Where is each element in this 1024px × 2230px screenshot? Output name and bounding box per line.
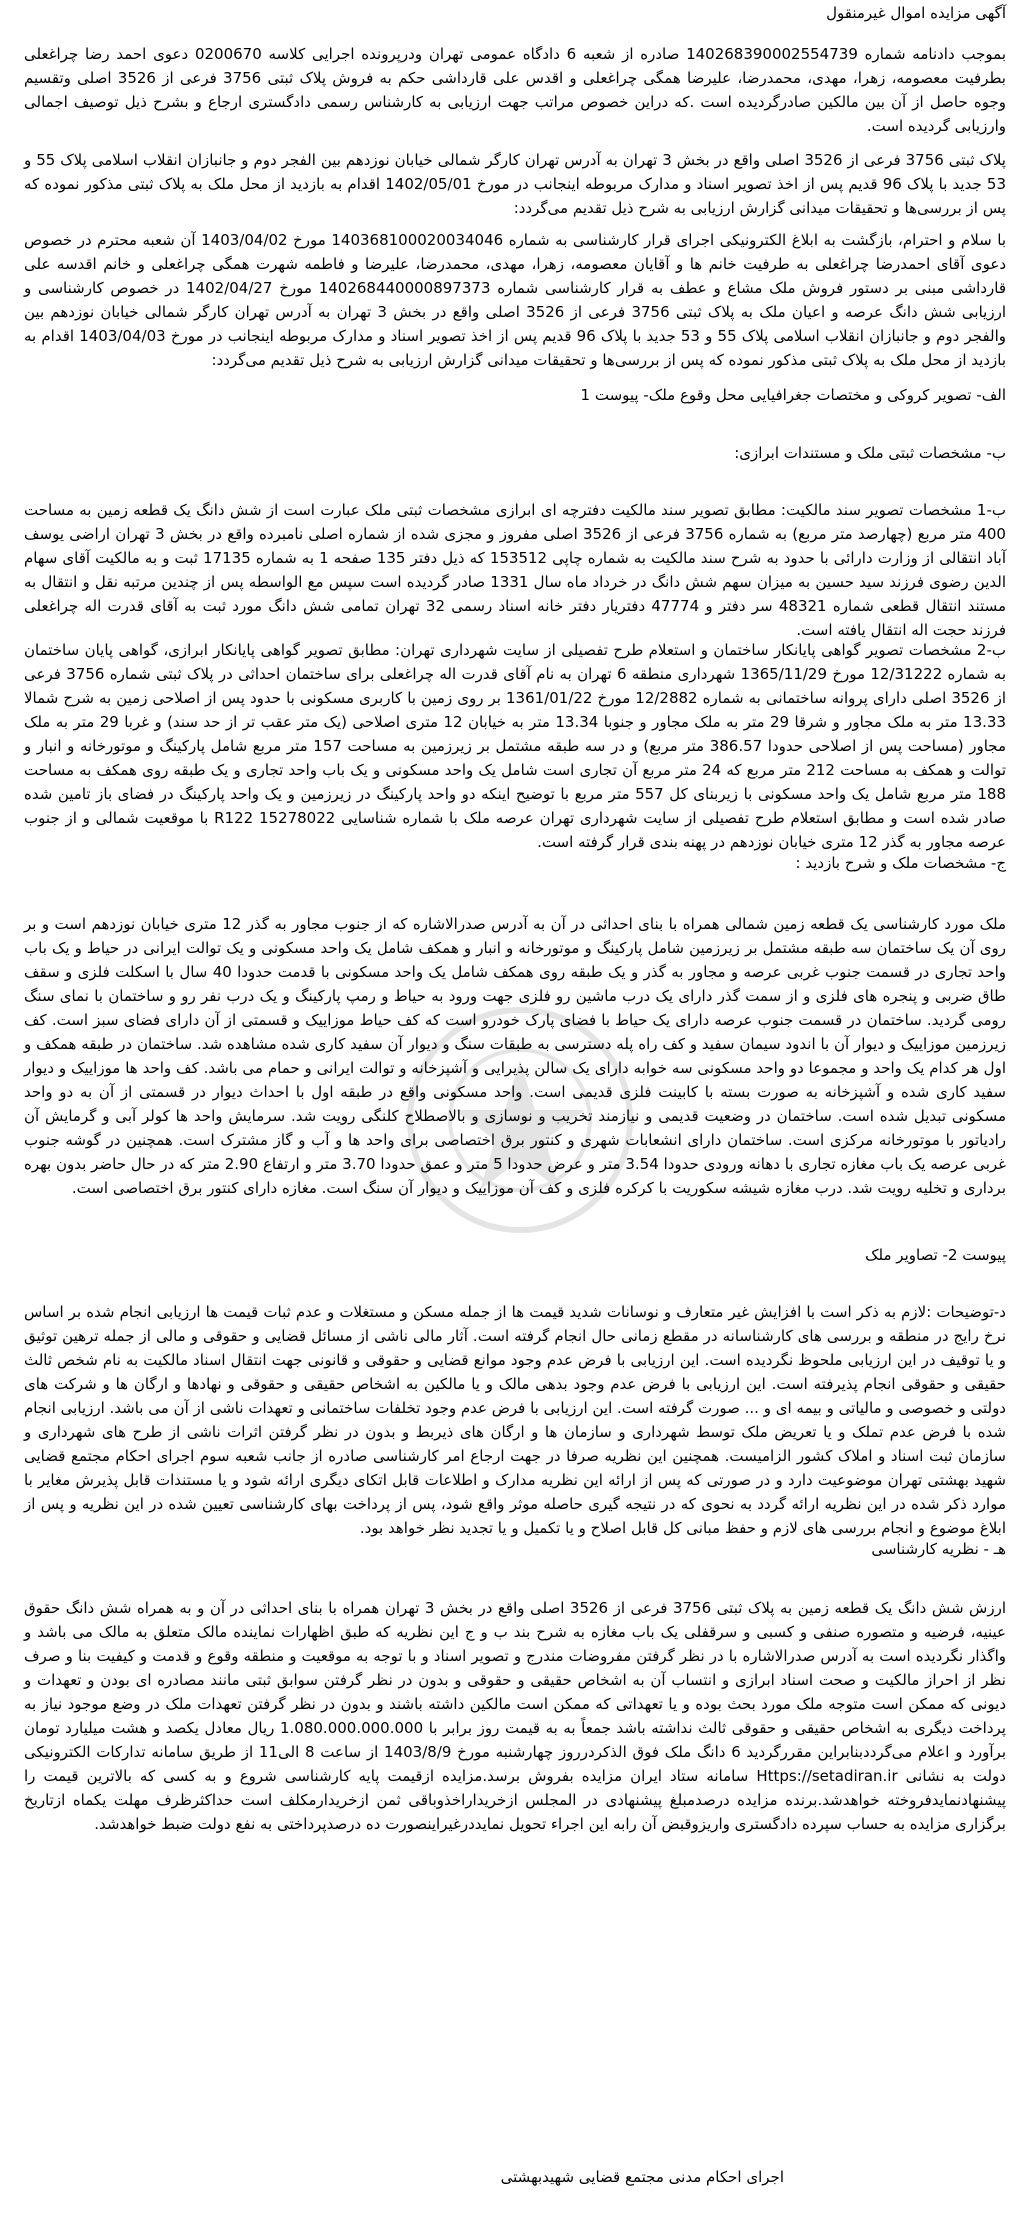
attachment-2-heading: پیوست 2- تصاویر ملک [865,1246,1006,1264]
section-b1-paragraph: ب-1 مشخصات تصویر سند مالکیت: مطابق تصویر سند مالکیت دفترچه ای ابرازی مشخصات ثبتی ملک عبارت است از شش دانگ یک قطعه زمین به مساحت 400 متر مربع (چهارصد متر مربع) به شماره 3756 فرعی از 3526 اصلی مفروز و مجزی شده از شماره اصلی نامبرده واقع در بخش 3 تهران اراضی یوسف آباد انتقالی از وزارت دارائی با حدود به شرح سند مالکیت به شماره چاپی 153512 که ذیل دفتر 135 صفحه 1 به شماره 17135 ثبت و به مالکیت آقای سهام الدین رضوی فرزند سید حسین به میزان سهم شش دانگ در خرداد ماه سال 1331 صادر گردیده است سپس مع الواسطه پس از چندین مرتبه نقل و انتقال به مستند انتقال قطعی شماره 48321 سر دفتر و 47774 دفتریار دفتر خانه اسناد رسمی 32 تهران تمامی شش دانگ مورد ثبت به آقای قدرت اله چراغعلی فرزند حجت اله انتقال یافته است. [24,501,1007,639]
notice-title: آگهی مزایده اموال غیرمنقول [826,4,1006,22]
section-c-paragraph: ملک مورد کارشناسی یک قطعه زمین شمالی همراه با بنای احداثی در آن به آدرس صدرالاشاره که از جنوب مجاور به گذر 12 متری خیابان نوزدهم است و بر روی آن یک ساختمان سه طبقه مشتمل بر زیرزمین شامل پارکینگ و موتورخانه و انبار و همکف شامل یک واحد مسکونی و یک توالت ایرانی در حیاط و یک باب واحد تجاری در قسمت جنوب غربی عرصه و مجاور به گذر و یک طبقه روی همکف شامل یک واحد مسکونی با قدمت حدودا 40 سال با اسکلت فلزی و سقف طاق ضربی و پنجره های فلزی و از سمت گذر دارای یک درب ماشین رو فلزی جهت ورود به حیاط و رمپ پارکینگ و یک درب نفر رو و ساختمان با نمای سنگ رومی گردید. ساختمان در قسمت جنوب عرصه دارای یک حیاط با فضای پارک خودرو است که کف حیاط موزاییک و قسمتی از آن دارای فضای سبز است. کف زیرزمین موزاییک و دیوار آن با اندود سیمان سفید و کف راه پله دسترسی به طبقات سنگ و دیوار آن سفید کاری شده مشاهده شد. ساختمان در طبقه همکف و اول هر کدام یک واحد و مجموعا دو واحد مسکونی سه خوابه دارای یک سالن پذیرایی و آشپزخانه و توالت ایرانی و حمام می باشد. کف واحد ها موزاییک و دیوار سفید کاری شده و آشپزخانه به صورت بسته با کابینت فلزی قدیمی است. واحد مسکونی واقع در طبقه اول با احداث دیوار در قسمتی از آن به دو واحد مسکونی تبدیل شده است. ساختمان در وضعیت قدیمی و نیازمند تخریب و نوسازی و بالاصطلاح کلنگی رویت شد. سرمایش واحد ها کولر آبی و گرمایش آن رادیاتور با موتورخانه مرکزی است. ساختمان دارای انشعابات شهری و کنتور برق اختصاصی برای واحد ها و آب و گاز مشترک است. همچنین در گوشه جنوب غربی عرصه یک باب مغازه تجاری با دهانه ورودی حدودا 3.54 متر و عرض حدودا 5 متر و عمق حدودا 3.70 متر و ارتفاع 2.90 متر که در حال حاضر بدون بهره برداری و تخلیه رویت شد. درب مغازه شیشه سکوریت با کرکره فلزی و کف آن موزاییک و دیوار آن سنگ است. مغازه دارای کنتور برق اختصاصی است. [24,915,1006,1197]
intro-paragraph: بموجب دادنامه شماره 140268390002554739 صادره از شعبه 6 دادگاه عمومی تهران ودرپرونده اجرایی کلاسه 0200670 دعوی احمد رضا چراغعلی بطرفیت معصومه، زهرا، مهدی، محمدرضا، علیرضا همگی چراغعلی و اقدس علی قارداشی حکم به فروش پلاک ثبتی 3756 فرعی از 3526 اصلی وتقسیم وجوه حاصل از آن بین مالکین صادرگردیده است .که دراین خصوص مراتب جهت ارزیابی به کارشناس رسمی دادگستری ارجاع و بشرح ذیل توصیف اجمالی وارزیابی گردیده است. [24,45,1006,135]
section-b-heading: ب- مشخصات ثبتی ملک و مستندات ابرازی: [734,444,1006,462]
section-e-paragraph: ارزش شش دانگ یک قطعه زمین به پلاک ثبتی 3756 فرعی از 3526 اصلی واقع در بخش 3 تهران همراه با بنای احداثی در آن و به همراه شش دانگ حقوق عینیه، فرضیه و متصوره صنفی و کسبی و سرقفلی یک باب مغازه به شرح بند ب و ج این نظریه که طبق اظهارات نماینده مالک متعلق به مالک می باشد و واگذار نگردیده است به آدرس صدرالاشاره با در نظر گرفتن مفروضات مندرج و تصویر اسناد و با توجه به موقعیت و منطقه وقوع و قدمت و کیفیت بنا و صرف نظر از احراز مالکیت و صحت اسناد ابرازی و انتساب آن به اشخاص حقیقی و حقوقی و بدون در نظر گرفتن سوابق ثبتی مانند مصادره ای بودن و تعهدات و دیونی که ممکن است متوجه ملک مورد بحث بوده و یا تعهداتی که ممکن است مالکین داشته باشند و بدون در نظر گرفتن تعهدات ملک در وضع موجود نیاز به پرداخت دیگری به اشخاص حقیقی و حقوقی ثالث نداشته باشد جمعاً به به قیمت روز برابر با 1.080.000.000.000 ریال معادل یکصد و هشت میلیارد تومان برآورد و اعلام می‌گرددبنابراین مقررگردید 6 دانگ ملک فوق الذکردرروز چهارشنبه مورخ 1403/8/9 از ساعت 8 الی11 از طریق سامانه تدارکات الکترونیکی دولت به نشانی Https://setadiran.ir سامانه ستاد ایران مزایده بفروش برسد.مزایده ازقیمت پایه کارشناسی شروع و به کسی که بالاترین قیمت را پیشنهادنمایدفروخته خواهدشد.برنده مزایده درصدمبلغ پیشنهادی در المجلس ازخریداراخذوباقی ثمن ازخریدارمکلف است حداکثرظرف مهلت یکماه ازتاریخ برگزاری مزایده به حساب سپرده دادگستری واریزوقبض آن رابه این اجراء تحویل نمایددرغیراینصورت ده درصدپرداختی به نفع دولت ضبط خواهدشد. [24,1599,1006,1833]
section-c-heading: ج- مشخصات ملک و شرح بازدید : [795,854,1006,872]
section-d-paragraph: د-توضیحات :لازم به ذکر است با افزایش غیر متعارف و نوسانات شدید قیمت ها از جمله مسکن و مستغلات و عدم ثبات قیمت ها ارزیابی انجام شده بر اساس نرخ رایج در منطقه و بررسی های کارشناسانه در مقطع زمانی حال انجام گرفته است. آثار مالی ناشی از مسائل قضایی و حقوقی و مالی از جمله ترهین توثیق و یا توقیف در این ارزیابی ملحوظ نگردیده است. این ارزیابی با فرض عدم وجود موانع قضایی و حقوقی و قانونی جهت انتقال اسناد مالکیت به نام شخص ثالث حقیقی و حقوقی انجام پذیرفته است. این ارزیابی با فرض عدم وجود بدهی مالک و یا مالکین به اشخاص حقیقی و حقوقی و نهادها و ارگان ها و شرکت های دولتی و خصوصی و مالیاتی و بیمه ای و ... صورت گرفته است. این ارزیابی با فرض عدم وجود تخلفات ساختمانی و تعهدات ناشی از آن می باشد. ارزیابی انجام شده با فرض عدم تملک و یا تعریض ملک توسط شهرداری و سازمان ها و ارگان های ذیربط و بدون در نظر گرفتن اثرات ناشی از طرح های شهرداری و سازمان ثبت اسناد و املاک کشور الزامیست. همچنین این نظریه صرفا در جهت ارجاع امر کارشناسی صادره از جانب شعبه سوم اجرای احکام مجتمع قضایی شهید بهشتی تهران موضوعیت دارد و در صورتی که پس از ارائه این نظریه مدارک و اطلاعات قابل اتکای دیگری ارائه شود و یا مستندات قابل پذیرش مغایر با موارد ذکر شده در این نظریه ارائه گردد به نحوی که در نتیجه گیری حاصله موثر واقع شود، پس از پرداخت بهای کارشناسی تعیین شده در این نظریه و پس از ابلاغ موضوع و انجام بررسی های لازم و حفظ مبانی کل قابل اصلاح و یا تکمیل و یا تجدید نظر خواهد بود. [24,1303,1006,1537]
address-paragraph: پلاک ثبتی 3756 فرعی از 3526 اصلی واقع در بخش 3 تهران به آدرس تهران کارگر شمالی خیابان نوزدهم بین الفجر دوم و جانبازان انقلاب اسلامی پلاک 55 و 53 جدید با پلاک 96 قدیم پس از اخذ تصویر اسناد و مدارک مربوطه اینجانب در مورخ 1402/05/01 اقدام به بازدید از محل ملک به پلاک ثبتی مذکور نموده که پس از بررسی‌ها و تحقیقات میدانی گزارش ارزیابی به شرح ذیل تقدیم می‌گردد: [24,151,1006,217]
section-b2-paragraph: ب-2 مشخصات تصویر گواهی پایانکار ساختمان و استعلام طرح تفصیلی از سایت شهرداری تهران: مطابق تصویر گواهی پایانکار ابرازی، گواهی پایان ساختمان به شماره 12/31222 مورخ 1365/11/29 شهرداری منطقه 6 تهران به نام آقای قدرت اله چراغعلی برای ساختمان احداثی در پلاک ثبتی شماره 3756 فرعی از 3526 اصلی دارای پروانه ساختمانی به شماره 12/2882 مورخ 1361/01/22 بر روی زمین با کاربری مسکونی با حدود پس از اصلاحی زمین به شرح شمالا 13.33 متر به ملک مجاور و شرقا 29 متر به ملک مجاور و جنوبا 13.34 متر به خیابان 12 متری اصلاحی (یک متر عقب تر از حد سند) و غربا 29 متر به ملک مجاور (مساحت پس از اصلاحی حدودا 386.57 متر مربع) و در سه طبقه مشتمل بر زیرزمین به مساحت 157 متر مربع شامل پارکینگ و موتورخانه و انبار و توالت و همکف به مساحت 212 متر مربع که 24 متر مربع آن تجاری است شامل یک واحد مسکونی و یک باب واحد تجاری و یک طبقه روی همکف به مساحت 188 متر مربع شامل یک واحد مسکونی با زیربنای کل 557 متر مربع با توضیح اینکه دو واحد پارکینگ در زیرزمین و یک واحد پارکینگ در فضای باز تامین شده صادر شده است و مطابق استعلام طرح تفصیلی از سایت شهرداری تهران عرصه ملک با شماره شناسایی R122 15278022 با موقعیت شمالی و از جنوب عرصه مجاور به گذر 12 متری خیابان نوزدهم در پهنه بندی قرار گرفته است. [24,641,1007,851]
section-a-heading: الف- تصویر کروکی و مختصات جغرافیایی محل وقوع ملک- پیوست 1 [580,386,1006,404]
court-signature: اجرای احکام مدنی مجتمع قضایی شهیدبهشتی [500,2168,784,2186]
section-e-heading: هـ - نظریه کارشناسی [871,1540,1006,1558]
assignment-paragraph: با سلام و احترام، بازگشت به ابلاغ الکترونیکی اجرای قرار کارشناسی به شماره 140368100020034046 مورخ 1403/04/02 آن شعبه محترم در خصوص دعوی آقای احمدرضا چراغعلی به طرفیت خانم ها و آقایان معصومه، زهرا، مهدی، محمدرضا، علیرضا و فاطمه شهرت همگی چراغعلی و خانم اقدسه علی قارداشی مبنی بر دستور فروش ملک مشاع و عطف به قرار کارشناسی شماره 140268440000897373 مورخ 1402/04/27 در خصوص کارشناسی و ارزیابی شش دانگ عرصه و اعیان ملک به پلاک ثبتی 3756 فرعی از 3526 اصلی واقع در بخش 3 تهران به آدرس تهران کارگر شمالی خیابان نوزدهم بین والفجر دوم و جانبازان انقلاب اسلامی پلاک 55 و 53 جدید با پلاک 96 قدیم پس از اخذ تصویر اسناد و مدارک مربوطه اینجانب در مورخ 1403/04/03 اقدام به بازدید از محل ملک به پلاک ثبتی مذکور نموده که پس از بررسی‌ها و تحقیقات میدانی گزارش ارزیابی به شرح ذیل تقدیم می‌گردد: [24,231,1007,369]
